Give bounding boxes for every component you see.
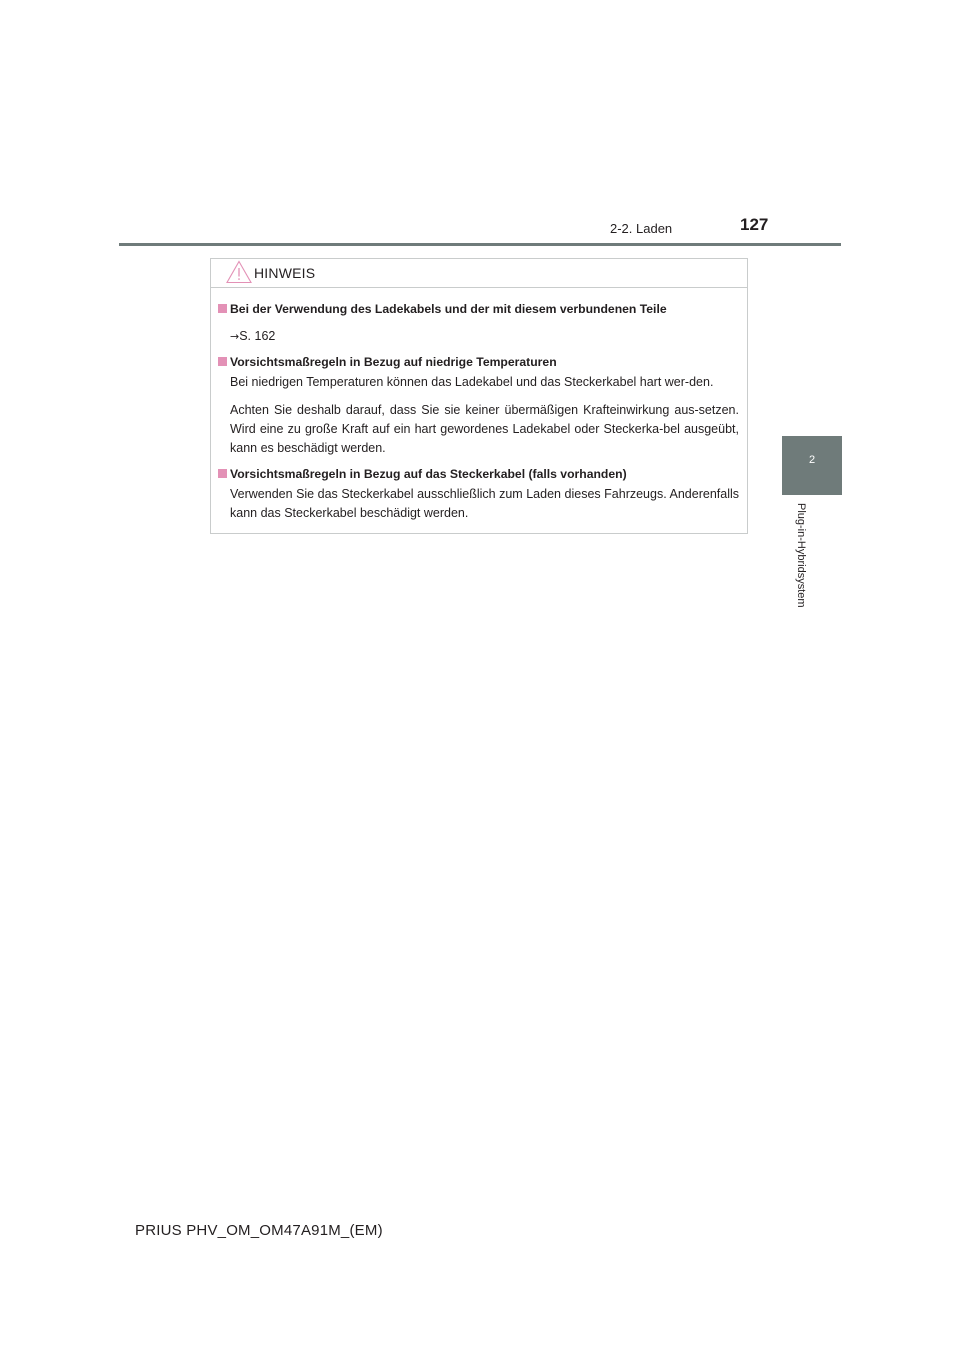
item-heading-text: Bei der Verwendung des Ladekabels und der mit diesem verbundenen Teile bbox=[230, 302, 667, 316]
item-heading-text: Vorsichtsmaßregeln in Bezug auf das Steckerkabel (falls vorhanden) bbox=[230, 467, 627, 481]
notice-box bbox=[210, 258, 748, 534]
document-code: PRIUS PHV_OM_OM47A91M_(EM) bbox=[135, 1222, 383, 1239]
page-reference[interactable] bbox=[218, 327, 739, 346]
notice-item-plug-cable bbox=[218, 465, 739, 523]
notice-body bbox=[211, 300, 747, 523]
notice-item-charging-cable bbox=[218, 300, 739, 346]
paragraph: Achten Sie deshalb darauf, dass Sie sie keiner übermäßigen Krafteinwirkung aus-setzen. Wird eine zu große Kraft auf ein hart gewordenes Ladekabel oder Steckerka-bel ausgeübt, kann es beschädigt werden. bbox=[230, 403, 739, 455]
square-bullet-icon bbox=[218, 357, 227, 366]
paragraph: Verwenden Sie das Steckerkabel ausschließlich zum Laden dieses Fahrzeugs. Anderenfalls kann das Steckerkabel beschädigt werden. bbox=[230, 487, 739, 520]
chapter-title: Plug-in-Hybridsystem bbox=[795, 503, 807, 608]
notice-header bbox=[211, 259, 747, 288]
item-heading bbox=[218, 465, 739, 483]
notice-item-low-temperature bbox=[218, 353, 739, 458]
arrow-right-icon: → bbox=[230, 330, 240, 343]
square-bullet-icon bbox=[218, 469, 227, 478]
notice-title: HINWEIS bbox=[254, 265, 316, 281]
item-heading-text: Vorsichtsmaßregeln in Bezug auf niedrige Temperaturen bbox=[230, 355, 557, 369]
item-heading bbox=[218, 300, 739, 318]
item-heading bbox=[218, 353, 739, 371]
warning-triangle-icon bbox=[226, 260, 252, 284]
chapter-tab[interactable] bbox=[782, 436, 842, 495]
square-bullet-icon bbox=[218, 304, 227, 313]
section-title: 2-2. Laden bbox=[610, 221, 673, 236]
chapter-number: 2 bbox=[808, 454, 816, 466]
paragraph: Bei niedrigen Temperaturen können das Ladekabel und das Steckerkabel hart wer-den. bbox=[230, 375, 714, 389]
header-rule bbox=[119, 243, 841, 246]
page-reference-text: S. 162 bbox=[239, 329, 276, 343]
page-number: 127 bbox=[740, 215, 769, 234]
